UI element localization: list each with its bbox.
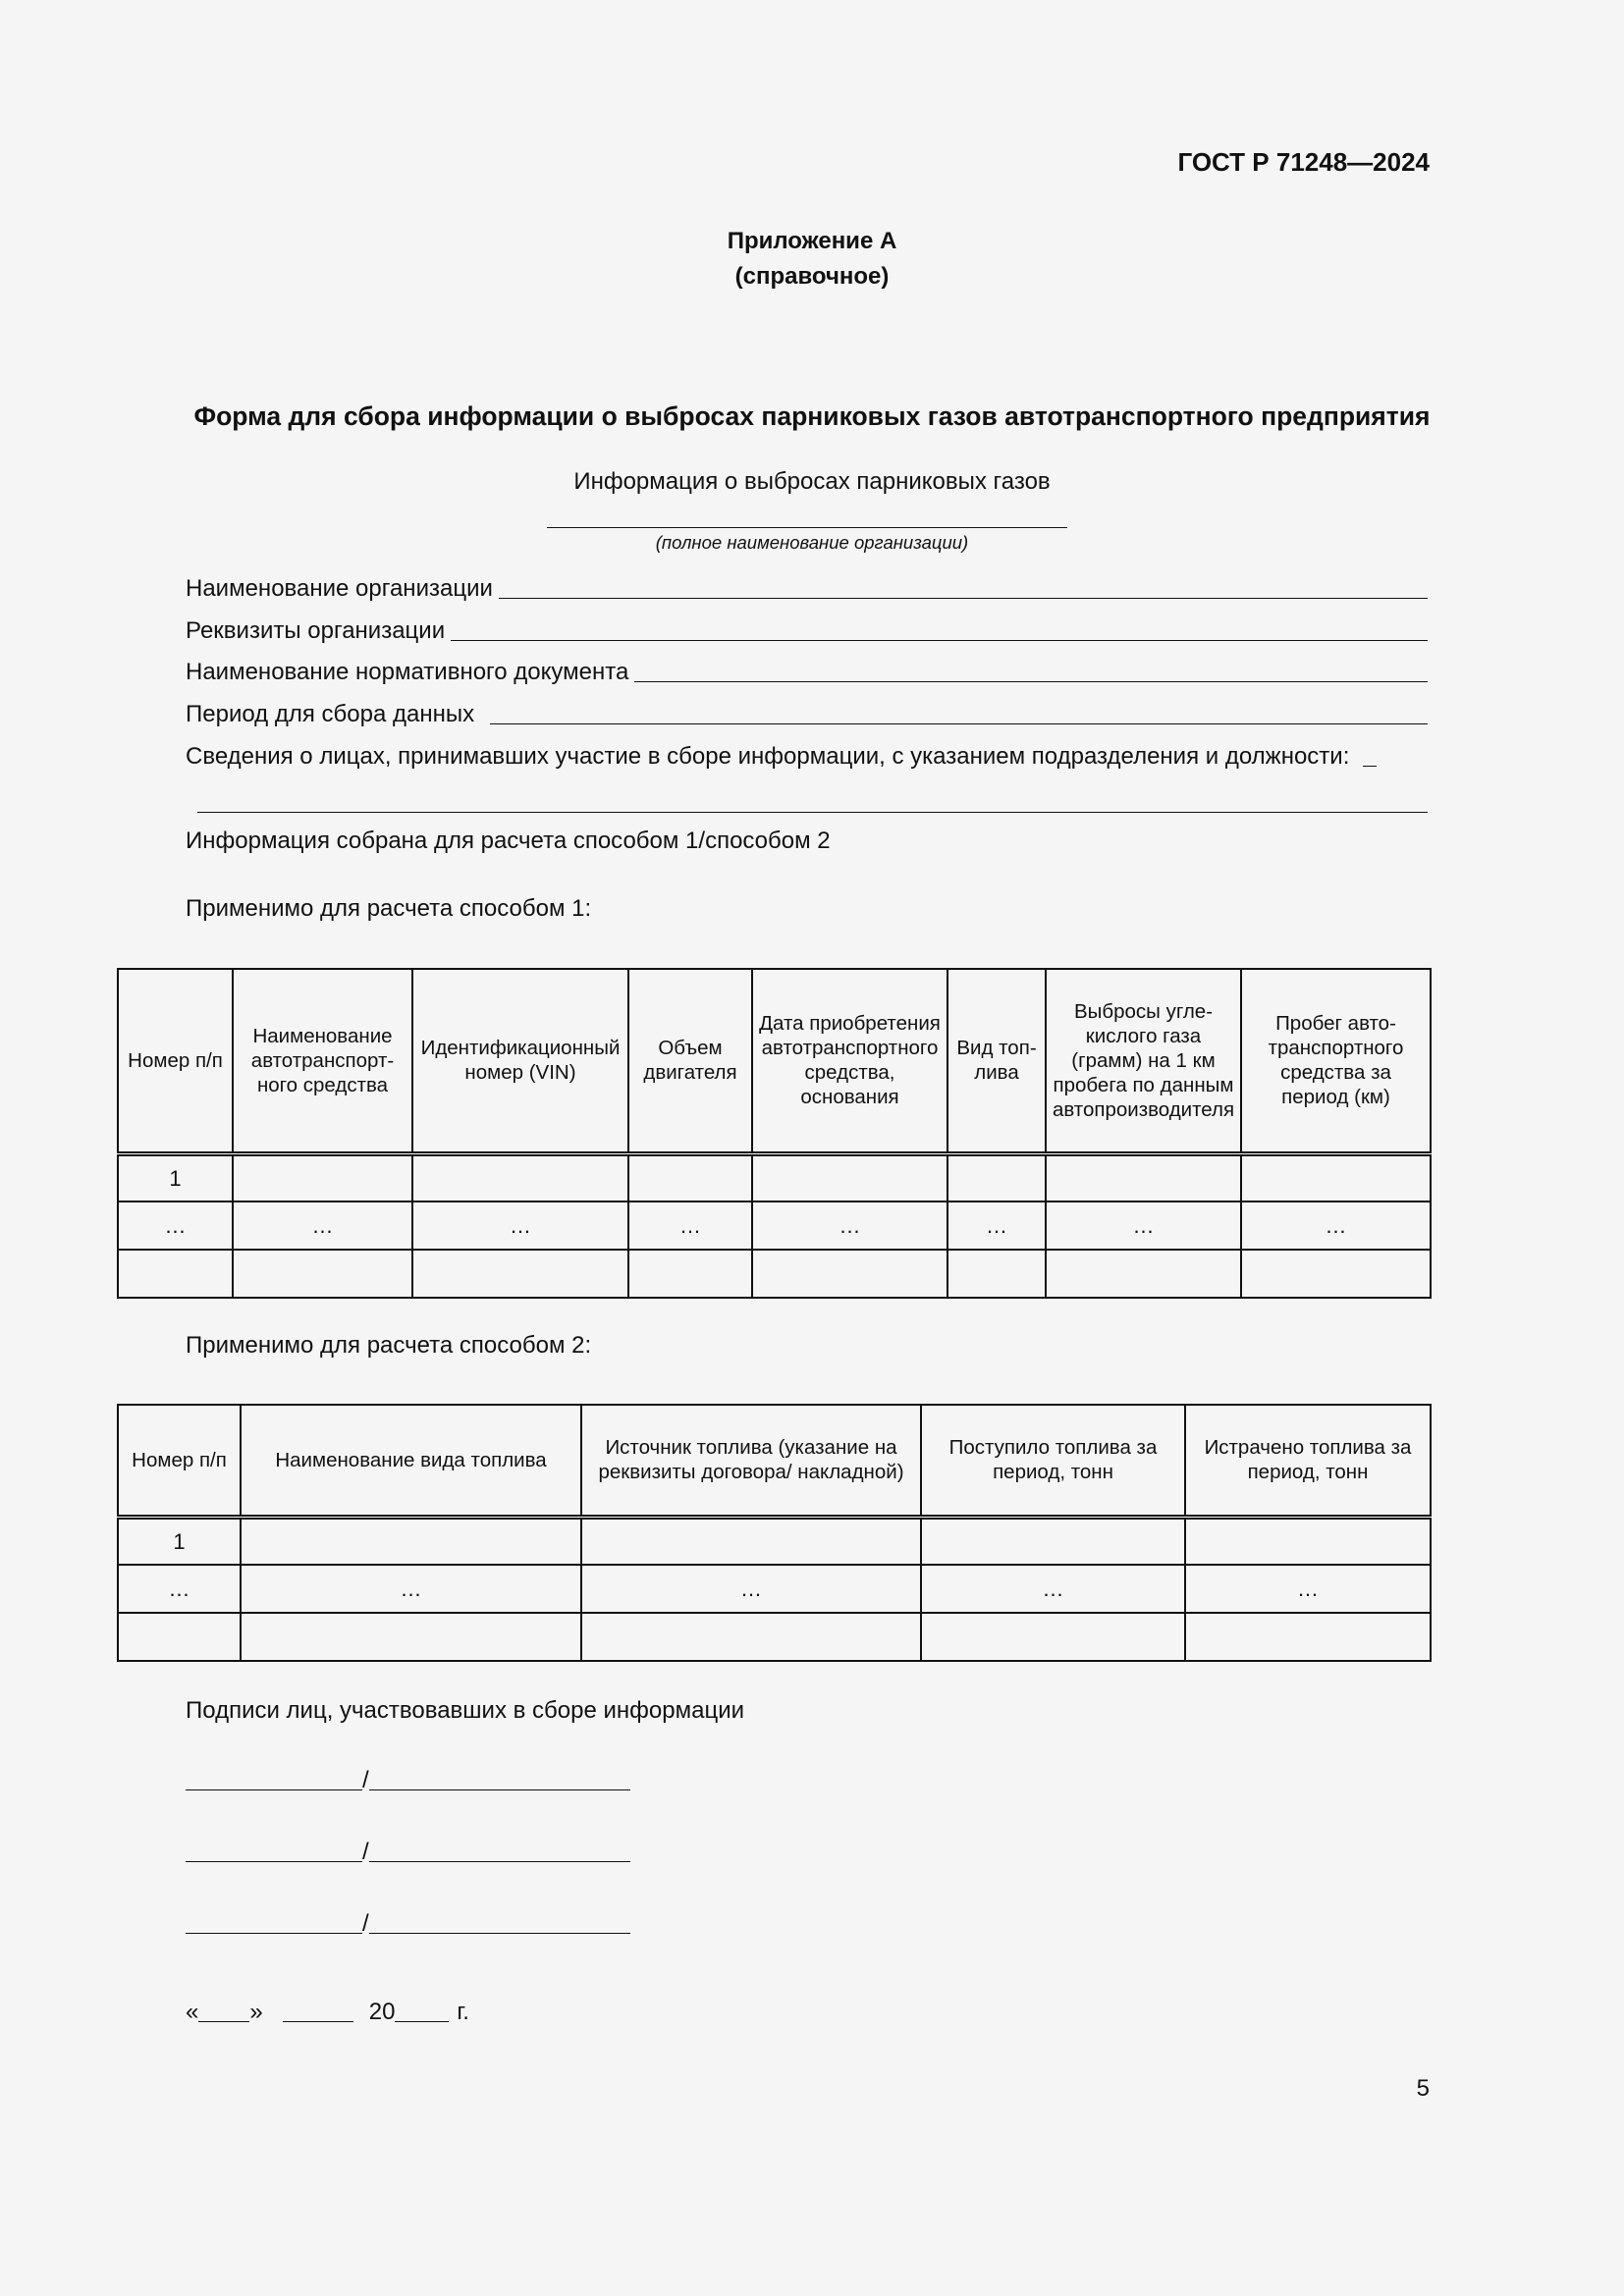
name-blank	[369, 1860, 630, 1862]
method2-table	[117, 1404, 1432, 1662]
table-cell: …	[1046, 1201, 1241, 1250]
column-header: Вид топлива	[947, 969, 1046, 1153]
table-cell: …	[581, 1565, 921, 1613]
table-cell	[581, 1613, 921, 1661]
table-row	[118, 1201, 1431, 1250]
table-cell	[947, 1250, 1046, 1298]
org-name-caption: (полное наименование организации)	[655, 532, 969, 553]
method1-table	[117, 968, 1432, 1299]
field-label: Наименование нормативного документа	[186, 659, 629, 685]
column-header: Пробег автотранспортного средства за период (км)	[1241, 969, 1431, 1153]
date-close-quote: »	[249, 1999, 263, 2025]
table-cell	[233, 1250, 412, 1298]
table-cell	[628, 1153, 752, 1201]
method-note: Информация собрана для расчета способом 1/способом 2	[186, 828, 831, 854]
signature-line	[186, 1761, 630, 1794]
table-cell	[1046, 1153, 1241, 1201]
table-cell	[1185, 1613, 1431, 1661]
table-cell: …	[118, 1201, 233, 1250]
appendix-heading	[0, 224, 1624, 294]
field-persons	[186, 743, 1428, 771]
field-blank-line	[499, 597, 1428, 599]
signature-separator: /	[362, 1839, 369, 1865]
table-cell: …	[241, 1565, 581, 1613]
table-cell: …	[947, 1201, 1046, 1250]
field-blank-line	[1363, 766, 1377, 767]
table-cell	[1241, 1153, 1431, 1201]
document-code: ГОСТ Р 71248—2024	[1177, 147, 1430, 177]
table-row	[118, 1250, 1431, 1298]
year-prefix: 20	[368, 1999, 396, 2025]
column-header: Идентификационный номер (VIN)	[412, 969, 628, 1153]
form-subtitle: Информация о выбросах парниковых газов	[573, 468, 1051, 495]
signature-blank	[186, 1789, 362, 1790]
field-label: Период для сбора данных	[186, 701, 475, 727]
persons-blank-line	[197, 812, 1428, 813]
column-header: Номер п/п	[118, 1405, 241, 1517]
table-cell	[241, 1613, 581, 1661]
signature-separator: /	[362, 1910, 369, 1937]
table-cell	[241, 1517, 581, 1565]
field-period	[186, 701, 1428, 728]
field-label: Сведения о лицах, принимавших участие в сборе информации, с указанием подразделения и должности:	[186, 743, 1350, 770]
field-label: Наименование организации	[186, 575, 493, 602]
table-cell: 1	[118, 1153, 233, 1201]
signature-line	[186, 1833, 630, 1866]
signature-blank	[186, 1932, 362, 1934]
date-open-quote: «	[186, 1999, 199, 2025]
year-suffix: г.	[457, 1999, 469, 2025]
table-cell: …	[921, 1565, 1185, 1613]
form-title: Форма для сбора информации о выбросах парниковых газов автотранспортного предприятия	[193, 401, 1431, 431]
table-cell	[581, 1517, 921, 1565]
field-blank-line	[490, 722, 1428, 724]
table-cell: …	[752, 1201, 947, 1250]
table-cell	[118, 1613, 241, 1661]
signatures-title: Подписи лиц, участвовавших в сборе информации	[186, 1697, 745, 1724]
table-cell	[628, 1250, 752, 1298]
table-cell	[752, 1153, 947, 1201]
day-blank	[198, 2020, 249, 2022]
column-header: Источник топлива (указание на реквизиты договора/ накладной)	[581, 1405, 921, 1517]
signature-separator: /	[362, 1767, 369, 1793]
signature-blank	[186, 1860, 362, 1862]
table-row	[118, 1613, 1431, 1661]
appendix-title: Приложение А	[727, 228, 897, 254]
field-label: Реквизиты организации	[186, 617, 446, 644]
field-normative-doc	[186, 659, 1428, 686]
table-cell: …	[412, 1201, 628, 1250]
column-header: Дата приобретения автотранспортного средства, основания	[752, 969, 947, 1153]
table-cell	[947, 1153, 1046, 1201]
table-cell: …	[1185, 1565, 1431, 1613]
table-header-row	[118, 969, 1431, 1153]
signature-line	[186, 1904, 630, 1938]
table-header-row	[118, 1405, 1431, 1517]
month-blank	[283, 2020, 353, 2022]
table-cell	[921, 1613, 1185, 1661]
name-blank	[369, 1932, 630, 1934]
column-header: Наименование автотранспортного средства	[233, 969, 412, 1153]
table-cell	[752, 1250, 947, 1298]
appendix-subtitle: (справочное)	[734, 263, 890, 290]
field-org-name	[186, 575, 1428, 603]
table-cell: …	[118, 1565, 241, 1613]
table-cell	[233, 1153, 412, 1201]
table-cell	[921, 1517, 1185, 1565]
column-header: Поступило топлива за период, тонн	[921, 1405, 1185, 1517]
date-line	[186, 1999, 469, 2026]
table-cell	[1046, 1250, 1241, 1298]
column-header: Наименование вида топлива	[241, 1405, 581, 1517]
field-blank-line	[451, 639, 1428, 641]
table-cell	[1185, 1517, 1431, 1565]
method2-title: Применимо для расчета способом 2:	[186, 1332, 592, 1359]
table-cell	[412, 1250, 628, 1298]
page-number: 5	[1416, 2075, 1430, 2102]
table-cell: …	[1241, 1201, 1431, 1250]
method1-title: Применимо для расчета способом 1:	[186, 895, 592, 922]
table-row	[118, 1517, 1431, 1565]
org-name-line	[547, 527, 1067, 528]
column-header: Выбросы углекислого газа (грамм) на 1 км пробега по данным автопроизводителя	[1046, 969, 1241, 1153]
table-cell	[1241, 1250, 1431, 1298]
column-header: Объем двигателя	[628, 969, 752, 1153]
table-row	[118, 1153, 1431, 1201]
table-cell: …	[628, 1201, 752, 1250]
year-blank	[395, 2020, 449, 2022]
table-row	[118, 1565, 1431, 1613]
field-org-details	[186, 617, 1428, 645]
table-cell: 1	[118, 1517, 241, 1565]
table-cell: …	[233, 1201, 412, 1250]
table-cell	[118, 1250, 233, 1298]
field-blank-line	[634, 680, 1428, 682]
column-header: Номер п/п	[118, 969, 233, 1153]
name-blank	[369, 1789, 630, 1790]
column-header: Истрачено топлива за период, тонн	[1185, 1405, 1431, 1517]
table-cell	[412, 1153, 628, 1201]
